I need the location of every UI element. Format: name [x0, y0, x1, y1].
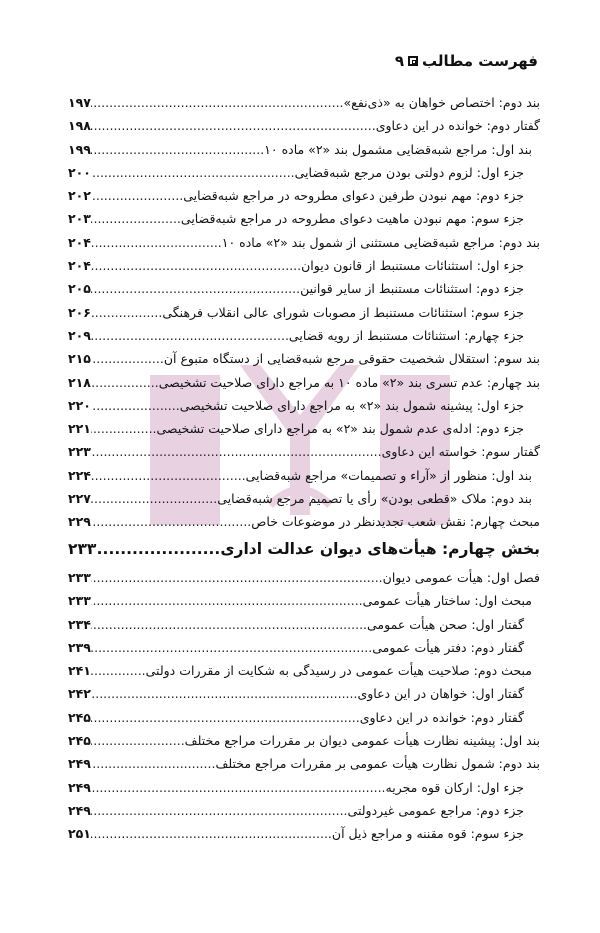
- toc-entry-label: گفتار دوم: خوانده در این دعاوی: [359, 709, 524, 725]
- toc-entry-page: ۲۱۸: [68, 374, 91, 390]
- toc-entry-page: ۲۳۴: [68, 616, 91, 632]
- toc-entry-label: مبحث چهارم: نقش شعب تجدیدنظر در موضوعات خاص: [251, 514, 540, 530]
- leader-dots: [91, 468, 246, 483]
- toc-entry-page: ۲۲۱: [68, 421, 91, 437]
- toc-entry[interactable]: [68, 211, 540, 234]
- toc-entry-label: جزء اول: لزوم دولتی بودن مرجع شبه‌قضایی: [294, 164, 524, 180]
- leader-dots: [91, 756, 216, 771]
- toc-entry-page: ۲۴۹: [68, 802, 91, 818]
- toc-entry-page: ۲۰۲: [68, 188, 91, 204]
- toc-entry-page: ۲۴۱: [68, 663, 91, 679]
- toc-entry-page: ۲۵۱: [68, 826, 91, 842]
- leader-dots: [91, 733, 185, 748]
- toc-entry[interactable]: [68, 514, 540, 537]
- toc-list-bottom: [68, 570, 540, 850]
- toc-entry[interactable]: [68, 188, 540, 211]
- leader-dots: [91, 663, 146, 678]
- toc-entry-page: ۲۰۹: [68, 327, 91, 343]
- toc-entry[interactable]: [68, 305, 540, 328]
- leader-dots: [91, 570, 383, 585]
- toc-entry[interactable]: [68, 617, 540, 640]
- toc-entry[interactable]: [68, 421, 540, 444]
- toc-entry[interactable]: [68, 803, 540, 826]
- toc-entry-page: ۲۳۳: [68, 570, 91, 585]
- page-number: ۹: [394, 52, 405, 70]
- leader-dots: [96, 540, 220, 558]
- toc-entry-label: بند چهارم: عدم تسری بند «۲» ماده ۱۰ به مراجع دارای صلاحیت تشخیصی: [158, 374, 540, 390]
- toc-entry[interactable]: [68, 258, 540, 281]
- toc-entry-label: جزء سوم: قوه مقننه و مراجع ذیل آن: [331, 826, 524, 842]
- toc-entry[interactable]: [68, 640, 540, 663]
- leader-dots: [91, 710, 360, 725]
- toc-entry-page: ۲۰۶: [68, 304, 91, 320]
- leader-dots: [91, 617, 367, 632]
- leader-dots: [91, 165, 295, 180]
- toc-entry-label: مبحث دوم: صلاحیت هیأت عمومی در رسیدگی به شکایت از مقررات دولتی: [145, 663, 532, 679]
- toc-entry[interactable]: [68, 593, 540, 616]
- section-heading[interactable]: [68, 540, 540, 558]
- toc-entry-page: ۲۴۹: [68, 779, 91, 795]
- toc-entry-label: جزء دوم: مهم نبودن طرفین دعوای مطروحه در مراجع شبه‌قضایی: [183, 188, 524, 204]
- toc-entry[interactable]: [68, 165, 540, 188]
- section-heading-label: بخش چهارم: هیأت‌های دیوان عدالت اداری: [220, 540, 540, 558]
- leader-dots: [91, 803, 348, 818]
- page-header-title: فهرست مطالب: [422, 52, 538, 70]
- toc-entry-label: گفتار اول: خواهان در این دعاوی: [357, 686, 524, 702]
- toc-entry-label: فصل اول: هیأت عمومی دیوان: [382, 570, 540, 585]
- toc-entry-page: ۲۲۳: [68, 444, 91, 460]
- toc-entry[interactable]: [68, 281, 540, 304]
- leader-dots: [91, 118, 376, 133]
- toc-entry-page: ۲۴۲: [68, 686, 91, 702]
- toc-entry[interactable]: [68, 235, 540, 258]
- toc-entry-label: بند دوم: ملاک «قطعی بودن» رأی یا تصمیم مرجع شبه‌قضایی: [217, 491, 532, 507]
- leader-dots: [91, 491, 217, 506]
- book-box-icon: [408, 56, 418, 66]
- leader-dots: [91, 826, 332, 841]
- leader-dots: [91, 686, 358, 701]
- leader-dots: [91, 421, 157, 436]
- toc-entry-label: جزء اول: استثنائات مستنبط از قانون دیوان: [301, 258, 524, 274]
- toc-entry-page: ۱۹۷: [68, 95, 91, 110]
- toc-entry-label: جزء دوم: مراجع عمومی غیردولتی: [347, 802, 524, 818]
- toc-entry-page: ۲۲۷: [68, 491, 91, 507]
- leader-dots: [91, 258, 301, 273]
- toc-entry[interactable]: [68, 780, 540, 803]
- toc-entry-label: بند دوم: اختصاص خواهان به «ذی‌نفع»: [343, 95, 540, 110]
- toc-entry[interactable]: [68, 328, 540, 351]
- toc-entry-label: جزء اول: پیشینه شمول بند «۲» به مراجع دارای صلاحیت تشخیصی: [179, 397, 524, 413]
- leader-dots: [91, 305, 162, 320]
- toc-entry-page: ۲۰۰: [68, 164, 91, 180]
- toc-entry[interactable]: [68, 686, 540, 709]
- toc-entry-label: جزء چهارم: استثنائات مستنبط از رویه قضایی: [288, 327, 524, 343]
- leader-dots: [91, 328, 289, 343]
- toc-entry-label: جزء دوم: استثنائات مستنبط از سایر قوانین: [300, 281, 524, 297]
- toc-entry-label: بند دوم: شمول نظارت هیأت عمومی بر مقررات مراجع مختلف: [215, 756, 540, 772]
- toc-entry-page: ۲۴۵: [68, 709, 91, 725]
- leader-dots: [91, 281, 300, 296]
- toc-entry-page: ۲۳۳: [68, 593, 91, 609]
- toc-entry-page: ۲۴۵: [68, 733, 91, 749]
- toc-entry[interactable]: [68, 142, 540, 165]
- toc-entry-label: جزء دوم: ادله‌ی عدم شمول بند «۲» به مراجع دارای صلاحیت تشخیصی: [156, 421, 524, 437]
- leader-dots: [91, 211, 181, 226]
- section-heading-page: ۲۳۳: [68, 540, 97, 558]
- toc-entry-page: ۲۰۴: [68, 234, 91, 250]
- toc-entry[interactable]: [68, 826, 540, 849]
- toc-list-top: [68, 95, 540, 538]
- toc-entry-label: جزء سوم: استثنائات مستنبط از مصوبات شورای عالی انقلاب فرهنگی: [162, 304, 524, 320]
- toc-entry-page: ۲۲۹: [68, 514, 91, 530]
- toc-entry-label: جزء اول: ارکان قوه مجریه: [385, 779, 524, 795]
- toc-entry-label: گفتار سوم: خواسته این دعاوی: [381, 444, 540, 460]
- toc-entry-label: گفتار دوم: خوانده در این دعاوی: [375, 118, 540, 134]
- toc-entry-page: ۲۱۵: [68, 351, 91, 367]
- toc-entry-label: بند اول: مراجع شبه‌قضایی مشمول بند «۲» ماده ۱۰: [264, 141, 532, 157]
- toc-entry-label: جزء سوم: مهم نبودن ماهیت دعوای مطروحه در مراجع شبه‌قضایی: [180, 211, 524, 227]
- toc-entry-label: گفتار اول: صحن هیأت عمومی: [367, 616, 524, 632]
- leader-dots: [91, 188, 183, 203]
- toc-entry[interactable]: [68, 118, 540, 141]
- leader-dots: [91, 95, 344, 110]
- toc-entry[interactable]: [68, 491, 540, 514]
- toc-entry-label: بند دوم: مراجع شبه‌قضایی مستثنی از شمول بند «۲» ماده ۱۰: [221, 234, 540, 250]
- leader-dots: [91, 514, 251, 529]
- toc-entry[interactable]: [68, 756, 540, 779]
- toc-entry[interactable]: [68, 398, 540, 421]
- toc-entry[interactable]: [68, 468, 540, 491]
- toc-entry[interactable]: [68, 95, 540, 118]
- leader-dots: [91, 235, 222, 250]
- toc-entry-page: ۲۰۵: [68, 281, 91, 297]
- toc-entry-page: ۲۴۹: [68, 756, 91, 772]
- toc-entry[interactable]: [68, 351, 540, 374]
- leader-dots: [91, 142, 264, 157]
- toc-entry-page: ۲۰۳: [68, 211, 91, 227]
- toc-entry[interactable]: [68, 663, 540, 686]
- leader-dots: [91, 640, 372, 655]
- leader-dots: [91, 444, 382, 459]
- toc-entry[interactable]: [68, 733, 540, 756]
- toc-entry[interactable]: [68, 710, 540, 733]
- toc-entry-label: بند اول: پیشینه نظارت هیأت عمومی دیوان بر مقررات مراجع مختلف: [184, 733, 540, 749]
- toc-entry-label: بند سوم: استقلال شخصیت حقوقی مرجع شبه‌قضایی از دستگاه متبوع آن: [163, 351, 540, 367]
- toc-entry-page: ۱۹۹: [68, 141, 91, 157]
- leader-dots: [91, 375, 159, 390]
- toc-entry-page: ۲۲۴: [68, 467, 91, 483]
- leader-dots: [91, 593, 363, 608]
- toc-entry-label: بند اول: منظور از «آراء و تصمیمات» مراجع شبه‌قضایی: [245, 467, 532, 483]
- toc-entry-page: ۲۰۴: [68, 258, 91, 274]
- toc-entry-label: گفتار دوم: دفتر هیأت عمومی: [372, 639, 524, 655]
- toc-entry-page: ۱۹۸: [68, 118, 91, 134]
- toc-entry[interactable]: [68, 444, 540, 467]
- toc-entry-label: مبحث اول: ساختار هیأت عمومی: [362, 593, 532, 609]
- leader-dots: [91, 351, 164, 366]
- toc-entry[interactable]: [68, 375, 540, 398]
- toc-entry-page: ۲۳۹: [68, 639, 91, 655]
- page-header: [395, 52, 538, 70]
- toc-entry-page: ۲۲۰: [68, 397, 91, 413]
- toc-entry[interactable]: [68, 570, 540, 593]
- leader-dots: [91, 780, 386, 795]
- leader-dots: [91, 398, 180, 413]
